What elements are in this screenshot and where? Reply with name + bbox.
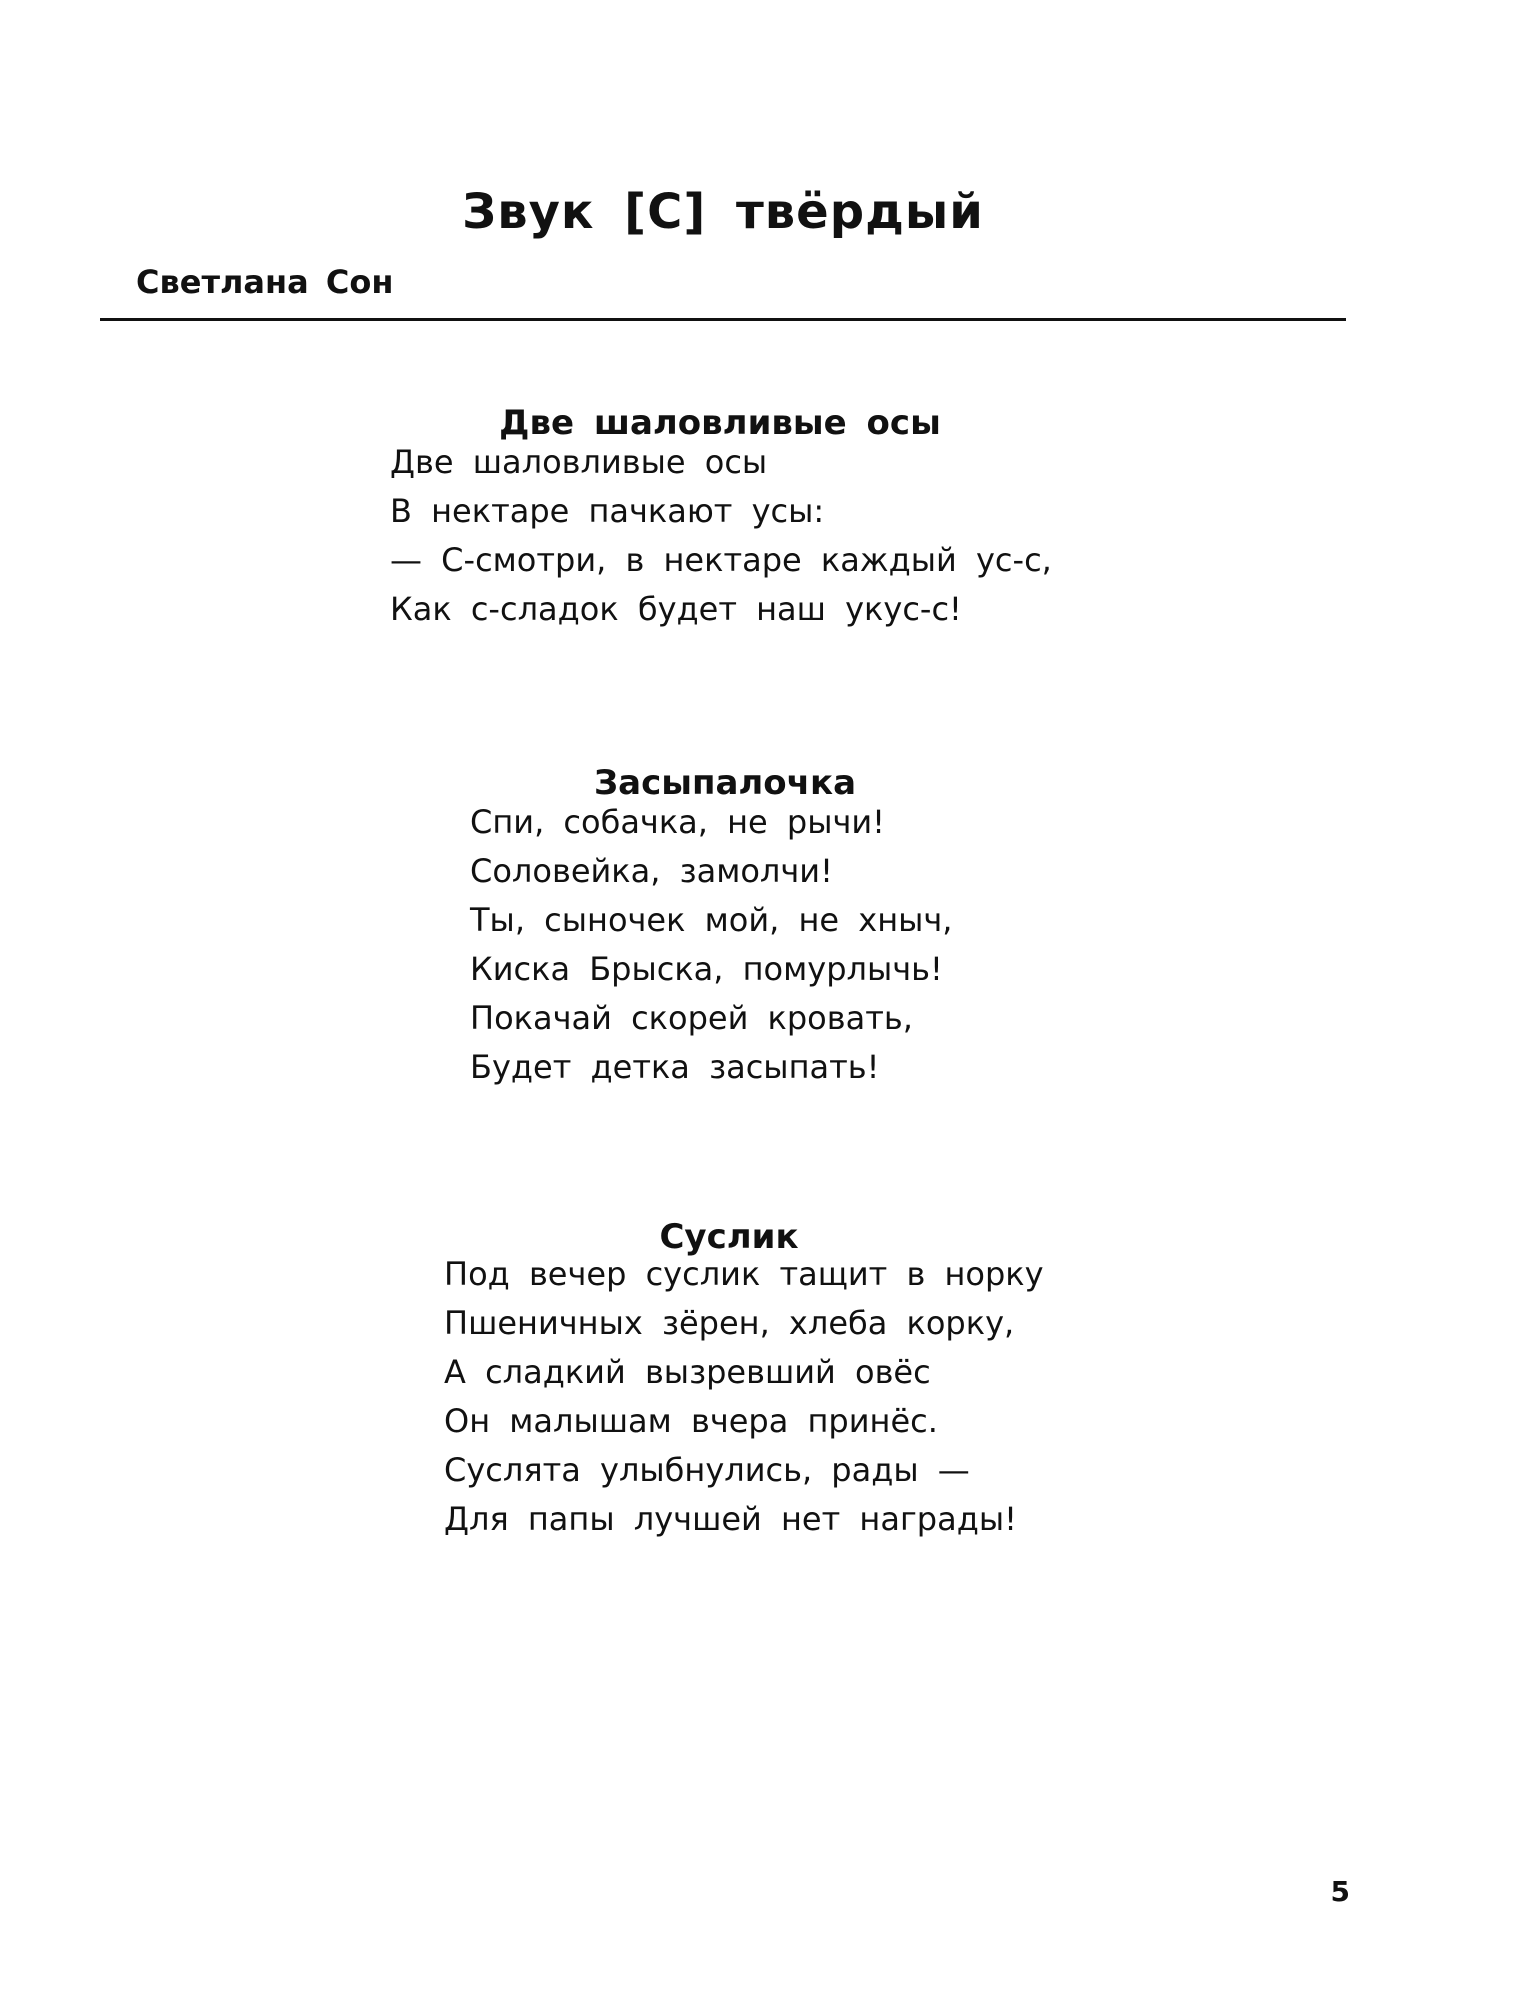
poem-line: А сладкий вызревший овёс [444,1353,931,1391]
poem-line: В нектаре пачкают усы: [390,492,825,530]
poem-lines [470,798,952,1092]
header-divider [100,318,1346,321]
poem-line: — С-смотри, в нектаре каждый ус-с, [390,541,1052,579]
poem-line: Будет детка засыпать! [470,1048,880,1086]
page-title: Звук [С] твёрдый [462,184,984,241]
poem-line: Для папы лучшей нет награды! [444,1500,1017,1538]
poem-title: Суслик [659,1217,799,1258]
poem-line: Под вечер суслик тащит в норку [444,1255,1044,1293]
poem-line: Покачай скорей кровать, [470,999,913,1037]
poem-lines [390,438,1052,634]
poem-line: Киска Брыска, помурлычь! [470,950,943,988]
page-number: 5 [1330,1875,1350,1908]
poem-line: Он малышам вчера принёс. [444,1402,938,1440]
poem-title: Засыпалочка [593,763,857,804]
poem-line: Спи, собачка, не рычи! [470,803,885,841]
poem-line: Как с-сладок будет наш укус-с! [390,590,962,628]
poem-line: Две шаловливые осы [390,443,768,481]
poem-title: Две шаловливые осы [499,403,941,444]
poem-lines [444,1250,1044,1544]
poem-line: Пшеничных зёрен, хлеба корку, [444,1304,1015,1342]
author-name: Светлана Сон [136,263,394,301]
poem-line: Ты, сыночек мой, не хныч, [470,901,953,939]
poem-line: Соловейка, замолчи! [470,852,833,890]
poem-line: Суслята улыбнулись, рады — [444,1451,970,1489]
